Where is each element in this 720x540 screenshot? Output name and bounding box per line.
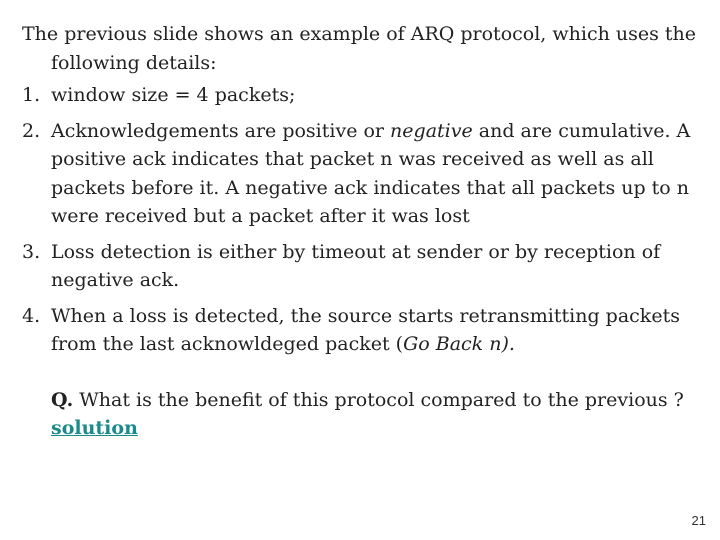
list-item-text: Acknowledgements are positive or	[51, 119, 391, 142]
list-item	[22, 117, 712, 231]
question-label: Q.	[51, 388, 74, 411]
solution-link[interactable]: solution	[51, 417, 138, 439]
list-item-text: and are cumulative. A positive ack indicates that packet n was received as well as all packets before it. A negative ack indicates that all packets up to n were received but a packet after it was lost	[51, 119, 691, 227]
list-item-number: 4.	[22, 304, 41, 327]
question-text: What is the benefit of this protocol compared to the previous ?	[73, 388, 684, 411]
list-item	[22, 302, 712, 359]
intro-text: The previous slide shows an example of ARQ protocol, which uses the following details:	[22, 23, 696, 74]
list-item-number: 2.	[22, 119, 41, 142]
list-item-number: 1.	[22, 84, 41, 106]
list-item	[22, 238, 712, 295]
list-item-emphasis: negative	[390, 119, 473, 142]
details-list	[22, 81, 712, 359]
question-block	[22, 386, 712, 443]
page-number: 21	[691, 513, 706, 528]
list-item	[22, 81, 712, 110]
list-item-text: window size = 4 packets;	[51, 84, 296, 106]
slide-body	[22, 20, 712, 443]
list-item-emphasis: Go Back n).	[403, 333, 515, 355]
list-item-number: 3.	[22, 240, 41, 263]
list-item-text: When a loss is detected, the source starts retransmitting packets from the last acknowldeged packet (	[51, 304, 680, 355]
list-item-text: Loss detection is either by timeout at sender or by reception of negative ack.	[51, 240, 661, 291]
